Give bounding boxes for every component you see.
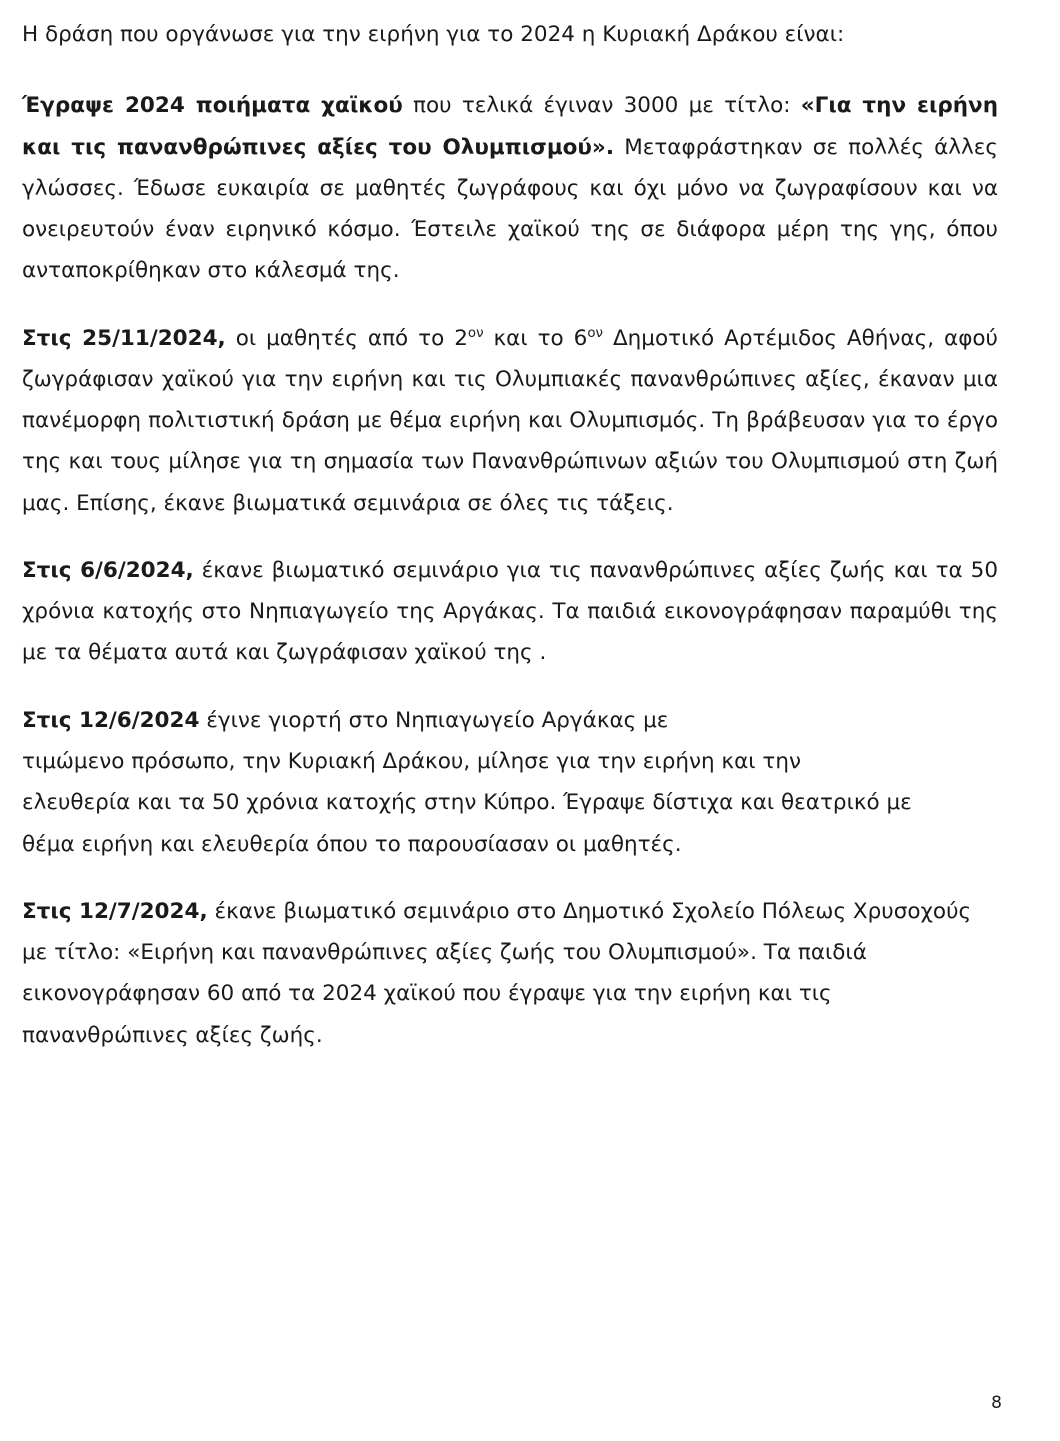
text-run: τιμώμενο πρόσωπο, την Κυριακή Δράκου, μίλησε για την ειρήνη και την: [22, 748, 801, 774]
paragraph-event-12-6-2024: [22, 700, 998, 865]
page-number: 8: [991, 1393, 1002, 1413]
paragraph-event-6-6-2024: [22, 550, 998, 674]
text-run: Η δράση που οργάνωσε για την ειρήνη για το 2024 η Κυριακή Δράκου είναι:: [22, 22, 845, 47]
text-run: Μεταφράστηκαν σε πολλές άλλες γλώσσες. Έδωσε ευκαιρία σε μαθητές ζωγράφους και όχι μόνο να ζωγραφίσουν και να ονειρευτούν έναν ειρηνικό κόσμο. Έστειλε χαϊκού της σε διάφορα μέρη της γης, όπου ανταποκρίθηκαν στο κάλεσμά της.: [22, 134, 998, 284]
text-run: και το 6: [483, 325, 588, 351]
text-run: έγινε γιορτή στο Νηπιαγωγείο Αργάκας με: [199, 707, 669, 733]
document-body: [22, 14, 998, 1056]
text-run: που τελικά έγιναν 3000 με τίτλο:: [402, 93, 801, 119]
text-run: οι μαθητές από το 2: [225, 325, 468, 351]
paragraph-event-12-7-2024: [22, 891, 998, 1056]
superscript-text: ον: [587, 325, 603, 341]
text-run: Δημοτικό Αρτέμιδος Αθήνας, αφού ζωγράφισαν χαϊκού για την ειρήνη και τις Ολυμπιακές πανανθρώπινες αξίες, έκαναν μια πανέμορφη πολιτιστική δράση με θέμα ειρήνη και Ολυμπισμός. Τη βράβευσαν για το έργο της και τους μίλησε για τη σημασία των Πανανθρώπινων αξιών του Ολυμπισμού στη ζωή μας. Επίσης, έκανε βιωματικά σεμινάρια σε όλες τις τάξεις.: [22, 325, 998, 516]
text-run: ελευθερία και τα 50 χρόνια κατοχής στην Κύπρο. Έγραψε δίστιχα και θεατρικό με: [22, 790, 912, 816]
bold-text: «Για την ειρήνη και τις πανανθρώπινες αξίες του Ολυμπισμού».: [22, 93, 998, 160]
text-run: με τίτλο: «Ειρήνη και πανανθρώπινες αξίες ζωής του Ολυμπισμού». Τα παιδιά εικονογράφησαν 60 από τα 2024 χαϊκού που έγραψε για την ειρήνη και τις πανανθρώπινες αξίες ζωής.: [22, 940, 867, 1048]
text-run: θέμα ειρήνη και ελευθερία όπου το παρουσίασαν οι μαθητές.: [22, 831, 682, 857]
bold-text: Στις 12/6/2024: [22, 707, 200, 733]
bold-text: Στις 12/7/2024,: [22, 898, 208, 924]
bold-text: Στις 25/11/2024,: [22, 325, 226, 351]
paragraph-haiku-poems: [22, 85, 998, 291]
text-run: έκανε βιωματικό σεμινάριο στο Δημοτικό Σχολείο Πόλεως Χρυσοχούς: [207, 898, 972, 924]
paragraph-intro: [22, 14, 998, 55]
bold-text: Στις 6/6/2024,: [22, 557, 194, 583]
superscript-text: ον: [467, 325, 484, 341]
text-run: έκανε βιωματικό σεμινάριο για τις πανανθρώπινες αξίες ζωής και τα 50 χρόνια κατοχής στο Νηπιαγωγείο της Αργάκας. Τα παιδιά εικονογράφησαν παραμύθι της με τα θέματα αυτά και ζωγράφισαν χαϊκού της .: [22, 557, 998, 666]
bold-text: Έγραψε 2024 ποιήματα χαϊκού: [22, 93, 403, 119]
paragraph-event-25-11-2024: [22, 318, 998, 524]
